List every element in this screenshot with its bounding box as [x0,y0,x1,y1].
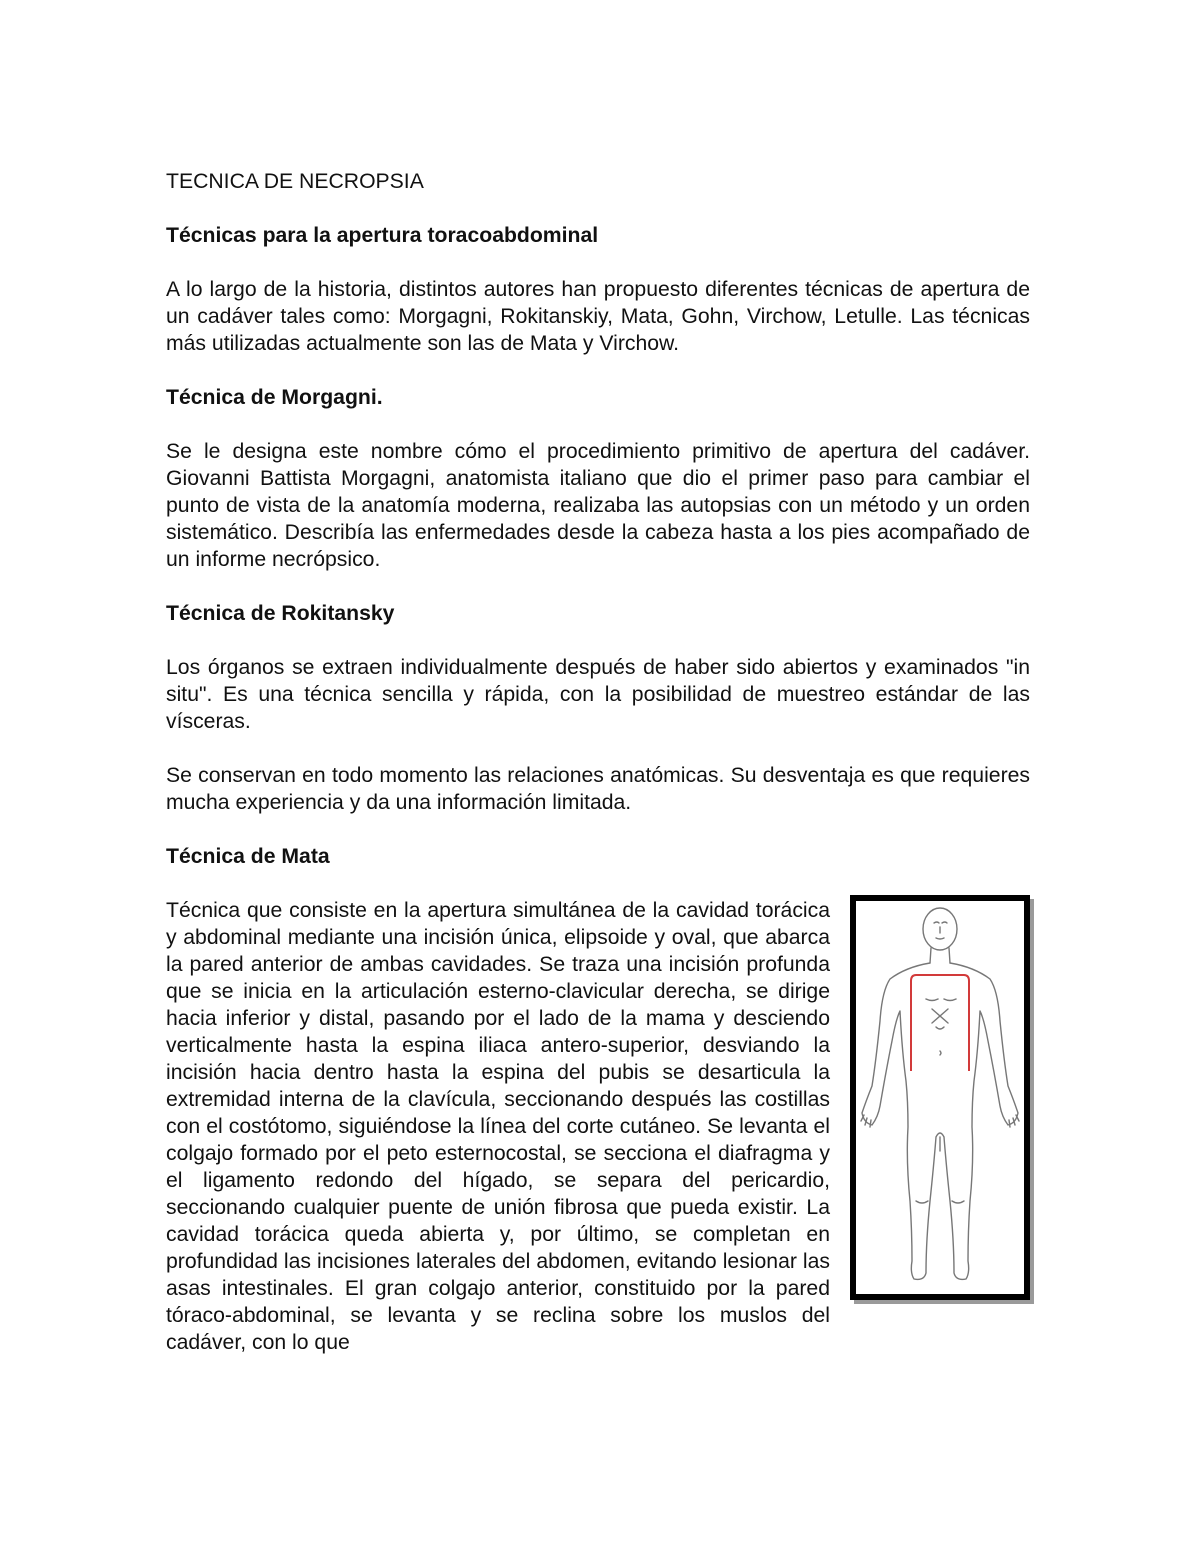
section-heading-mata: Técnica de Mata [166,845,330,868]
document-title: TECNICA DE NECROPSIA [166,170,424,193]
section-heading-apertura: Técnicas para la apertura toracoabdominal [166,224,599,247]
paragraph-morgagni: Se le designa este nombre cómo el procedimiento primitivo de apertura del cadáver. Giovanni Battista Morgagni, anatomista italiano que dio el primer paso para cambiar el punto de vista de la anatomía moderna, realizaba las autopsias con un método y un orden sistemático. Describía las enfermedades desde la cabeza hasta a los pies acompañado de un informe necrópsico. [166,440,1030,571]
mata-incision-figure [850,895,1030,1300]
section-heading-rokitansky: Técnica de Rokitansky [166,602,395,625]
section-heading-morgagni: Técnica de Morgagni. [166,386,383,409]
paragraph-rokitansky-1: Los órganos se extraen individualmente después de haber sido abiertos y examinados "in situ". Es una técnica sencilla y rápida, con la posibilidad de muestreo estándar de las vísceras. [166,656,1030,733]
paragraph-apertura-intro: A lo largo de la historia, distintos autores han propuesto diferentes técnicas de apertura de un cadáver tales como: Morgagni, Rokitanskiy, Mata, Gohn, Virchow, Letulle. Las técnicas más utilizadas actualmente son las de Mata y Virchow. [166,278,1030,355]
paragraph-mata: Técnica que consiste en la apertura simultánea de la cavidad torácica y abdominal mediante una incisión única, elipsoide y oval, que abarca la pared anterior de ambas cavidades. Se traza una incisión profunda que se inicia en la articulación esterno-clavicular derecha, se dirige hacia inferior y distal, pasando por el lado de la mama y desciendo verticalmente hasta la espina iliaca antero-superior, desviando la incisión hacia dentro hasta la espina del pubis se desarticula la extremidad interna de la clavícula, seccionando después las costillas con el costótomo, siguiéndose la línea del corte cutáneo. Se levanta el colgajo formado por el peto esternocostal, se secciona el diafragma y el ligamento redondo del hígado, se separa del pericardio, seccionando cualquier puente de unión fibrosa que pueda existir. La cavidad torácica queda abierta y, por último, se completan en profundidad las incisiones laterales del abdomen, evitando lesionar las asas intestinales. El gran colgajo anterior, constituido por la pared tóraco-abdominal, se levanta y se reclina sobre los muslos del cadáver, con lo que [166,899,830,1354]
document-body [166,168,1030,1356]
paragraph-rokitansky-2: Se conservan en todo momento las relaciones anatómicas. Su desventaja es que requieres mucha experiencia y da una información limitada. [166,764,1030,814]
body-outline-incision-icon [856,901,1024,1294]
